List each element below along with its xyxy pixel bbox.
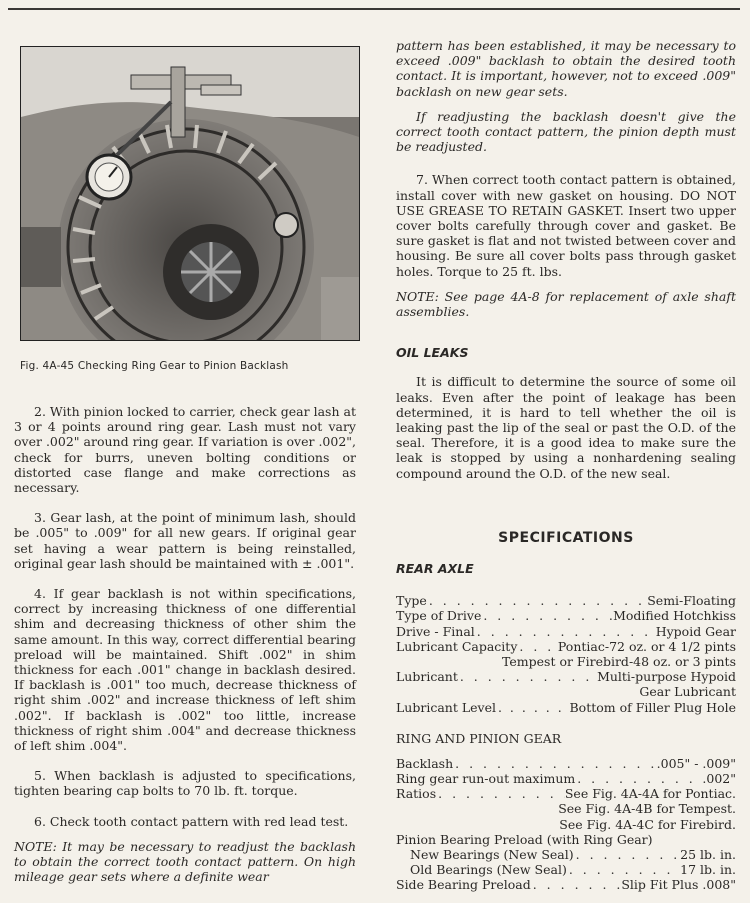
spec-value-continued: Tempest or Firebird-48 oz. or 3 pints (502, 653, 736, 669)
step-3: 3. Gear lash, at the point of minimum lash, should be .005" to .009" for all new gears. If original gear set having a wear pattern is being reinstalled, original gear lash should be maintained with ± .001". (14, 510, 356, 571)
note-axle-shaft: NOTE: See page 4A-8 for replacement of axle shaft assemblies. (396, 288, 736, 320)
spec-label: Lubricant Capacity (396, 638, 518, 654)
spec-label: Ratios (396, 786, 437, 802)
ring-pinion-heading: RING AND PINION GEAR (396, 730, 562, 746)
spec-label: Lubricant (396, 669, 458, 685)
figure-caption: Fig. 4A-45 Checking Ring Gear to Pinion Backlash (20, 360, 289, 372)
step-6: 6. Check tooth contact pattern with red lead test. (34, 813, 349, 829)
oil-leaks-heading: OIL LEAKS (396, 345, 469, 361)
spec-value: 17 lb. in. (680, 862, 736, 878)
step-4: 4. If gear backlash is not within specifications, correct by increasing thickness of one differential shim and decreasing thickness of other shim the same amount. In this way, correct differential bearing preload will be maintained. Shift .002" in shim thickness for each .001" change in backlash desired. If backlash is .001" too much, decrease thickness of right shim .002" and increase thickness of left shim .002". If backlash is .002" too little, increase thickness of right shim .004" and decrease thickness of left shim .004". (14, 586, 356, 754)
spec-value: .005" - .009" (656, 755, 736, 771)
spec-row (396, 669, 736, 684)
spec-label: New Bearings (New Seal) (410, 847, 574, 863)
spec-value: .002" (702, 771, 736, 787)
ring-gear-photo (20, 46, 360, 341)
spec-value: Pontiac-72 oz. or 4 1/2 pints (557, 638, 736, 654)
spec-value-continued: See Fig. 4A-4C for Firebird. (559, 816, 736, 832)
spec-value: Semi-Floating (647, 593, 736, 609)
spec-value: Hypoid Gear (655, 623, 736, 639)
step-7: 7. When correct tooth contact pattern is obtained, install cover with new gasket on housing. DO NOT USE GREASE TO RETAIN GASKET. Insert two upper cover bolts carefully through cover and gasket. Be sure gasket is flat and not twisted between cover and housing. Be sure all cover bolts pass through gasket holes. Torque to 25 ft. lbs. (396, 172, 736, 279)
note-readjust-backlash: NOTE: It may be necessary to readjust the backlash to obtain the correct tooth contact pattern. On high mileage gear sets where a definite wear (14, 838, 356, 885)
step-5: 5. When backlash is adjusted to specifications, tighten bearing cap bolts to 70 lb. ft. torque. (14, 768, 356, 799)
ring-pinion-list (396, 756, 736, 893)
spec-label: Type (396, 593, 427, 609)
spec-value: Multi-purpose Hypoid (597, 669, 736, 685)
spec-row (396, 608, 736, 623)
spec-row (396, 700, 736, 715)
spec-row (396, 639, 736, 654)
top-rule (8, 8, 740, 10)
spec-value: Bottom of Filler Plug Hole (569, 699, 736, 715)
left-column (14, 404, 356, 899)
spec-row (396, 771, 736, 786)
rear-axle-list (396, 593, 736, 715)
specifications-table (396, 561, 736, 893)
spec-label: Old Bearings (New Seal) (410, 862, 567, 878)
note-continued: pattern has been established, it may be necessary to exceed .009" backlash to obtain the desired tooth contact. It is important, however, not to exceed .009" backlash on new gear sets. (396, 38, 736, 99)
spec-row (396, 756, 736, 771)
spec-label: Side Bearing Preload (396, 877, 531, 893)
spec-value-continued: See Fig. 4A-4B for Tempest. (558, 801, 736, 817)
spec-row (396, 877, 736, 892)
oil-leaks-text: It is difficult to determine the source of some oil leaks. Even after the point of leakage has been determined, it is hard to tell whether the oil is leaking past the lip of the seal or past the O.D. of the seal. Therefore, it is a good idea to make sure the leak is stopped by using a nonhardening sealing compound around the O.D. of the new seal. (396, 374, 736, 481)
spec-row (396, 862, 736, 877)
rear-axle-heading: REAR AXLE (396, 561, 474, 576)
specifications-heading: SPECIFICATIONS (498, 530, 634, 546)
spec-value: Slip Fit Plus .008" (621, 877, 736, 893)
spec-row (396, 847, 736, 862)
right-column (396, 38, 736, 496)
spec-label: Ring gear run-out maximum (396, 771, 576, 787)
spec-value: 25 lb. in. (680, 847, 736, 863)
spec-label: Drive - Final (396, 623, 475, 639)
spec-subheading: Pinion Bearing Preload (with Ring Gear) (396, 831, 653, 847)
spec-value: See Fig. 4A-4A for Pontiac. (564, 786, 736, 802)
spec-row (396, 786, 736, 801)
spec-label: Lubricant Level (396, 699, 496, 715)
spec-row (396, 593, 736, 608)
spec-label: Backlash (396, 755, 454, 771)
spec-label: Type of Drive (396, 608, 482, 624)
note-pinion-depth: If readjusting the backlash doesn't give the correct tooth contact pattern, the pinion depth must be readjusted. (396, 108, 736, 155)
spec-value: Modified Hotchkiss (613, 608, 736, 624)
spec-row (396, 624, 736, 639)
spec-value-continued: Gear Lubricant (639, 684, 736, 700)
step-2: 2. With pinion locked to carrier, check gear lash at 3 or 4 points around ring gear. Lash must not vary over .002" around ring gear. If variation is over .002", check for burrs, uneven bolting conditions or distorted case flange and make corrections as necessary. (14, 404, 356, 496)
